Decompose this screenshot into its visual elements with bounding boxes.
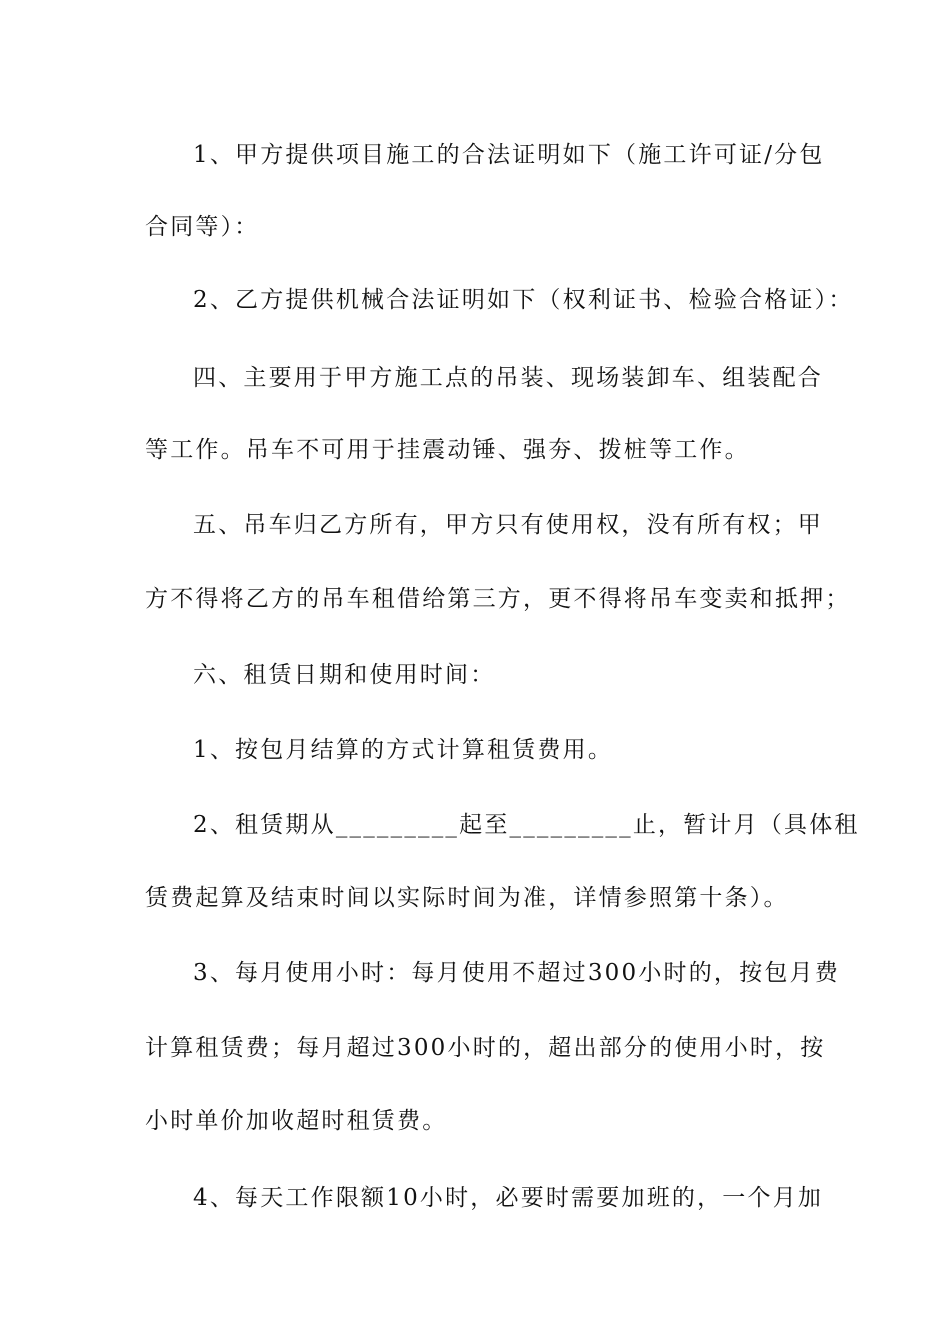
paragraph-line: 2、乙方提供机械合法证明如下（权利证书、检验合格证）： (193, 287, 854, 313)
paragraph-line: 合同等）： (145, 214, 260, 240)
paragraph-line: 1、甲方提供项目施工的合法证明如下（施工许可证/分包 (193, 142, 825, 168)
paragraph-line: 小时单价加收超时租赁费。 (145, 1108, 448, 1134)
paragraph-line: 等工作。吊车不可用于挂震动锤、强夯、拨桩等工作。 (145, 437, 750, 463)
paragraph-line: 4、每天工作限额10小时，必要时需要加班的，一个月加 (193, 1185, 824, 1211)
paragraph-line: 3、每月使用小时：每月使用不超过300小时的，按包月费 (193, 960, 840, 986)
paragraph-line: 1、按包月结算的方式计算租赁费用。 (193, 737, 614, 763)
paragraph-line: 方不得将乙方的吊车租借给第三方，更不得将吊车变卖和抵押； (145, 586, 851, 612)
paragraph-line: 赁费起算及结束时间以实际时间为准，详情参照第十条）。 (145, 885, 789, 911)
paragraph-line: 四、主要用于甲方施工点的吊装、现场装卸车、组装配合 (193, 365, 823, 391)
paragraph-line: 六、租赁日期和使用时间： (193, 662, 496, 688)
paragraph-line: 五、吊车归乙方所有，甲方只有使用权，没有所有权；甲 (193, 512, 823, 538)
paragraph-line: 2、租赁期从_________起至_________止，暂计月（具体租 (193, 812, 860, 838)
paragraph-line: 计算租赁费；每月超过300小时的，超出部分的使用小时，按 (145, 1035, 826, 1061)
